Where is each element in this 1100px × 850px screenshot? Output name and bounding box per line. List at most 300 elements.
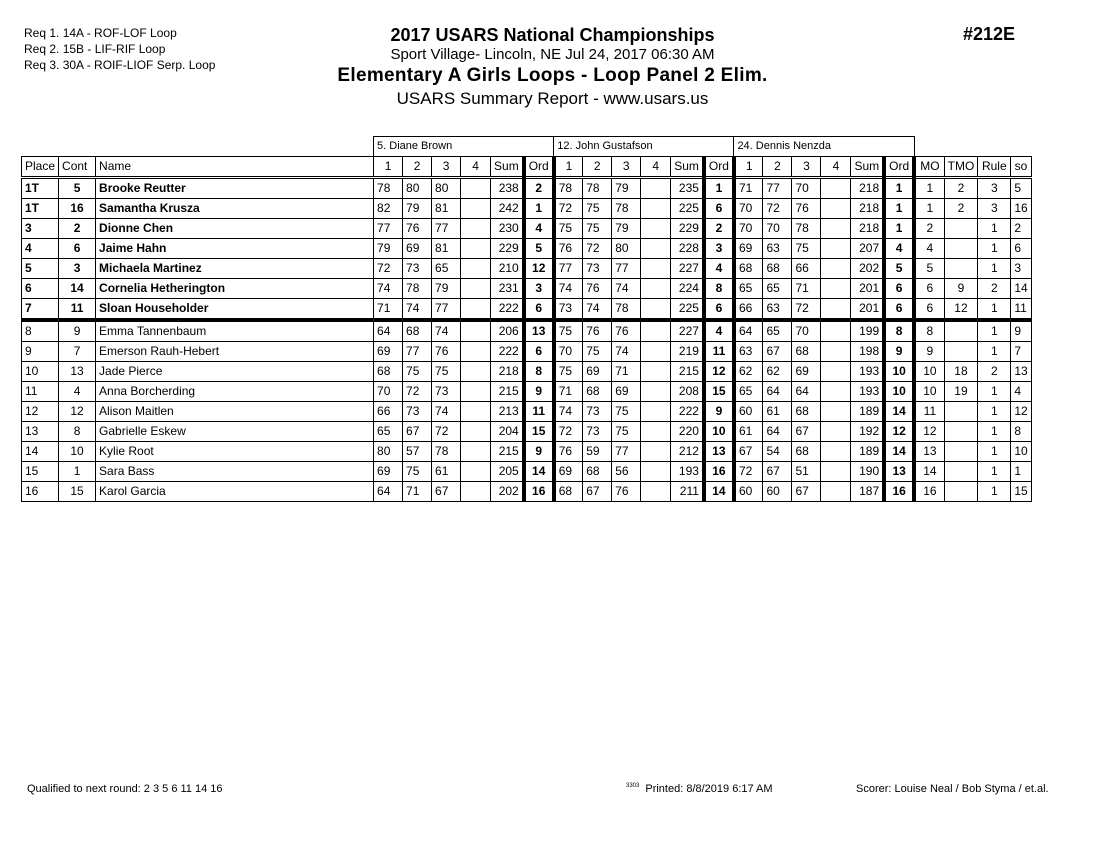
score-cell: 64 bbox=[763, 422, 792, 442]
score-cell: 73 bbox=[432, 382, 461, 402]
place-cell: 3 bbox=[22, 219, 59, 239]
rule-cell: 3 bbox=[978, 199, 1011, 219]
score-cell: 79 bbox=[403, 199, 432, 219]
ordinal-cell: 14 bbox=[884, 442, 914, 462]
ordinal-cell: 11 bbox=[704, 342, 734, 362]
col-judge-2-1: 1 bbox=[554, 157, 583, 178]
score-cell: 62 bbox=[763, 362, 792, 382]
score-cell bbox=[821, 422, 851, 442]
score-cell: 71 bbox=[403, 482, 432, 502]
score-cell: 54 bbox=[763, 442, 792, 462]
score-cell: 70 bbox=[554, 342, 583, 362]
skater-name: Alison Maitlen bbox=[96, 402, 374, 422]
score-cell: 71 bbox=[554, 382, 583, 402]
score-cell bbox=[821, 362, 851, 382]
score-cell bbox=[821, 402, 851, 422]
ordinal-cell: 2 bbox=[704, 219, 734, 239]
score-cell: 72 bbox=[432, 422, 461, 442]
sum-cell: 215 bbox=[671, 362, 704, 382]
ordinal-cell: 10 bbox=[884, 362, 914, 382]
score-cell: 67 bbox=[792, 422, 821, 442]
score-cell: 75 bbox=[583, 342, 612, 362]
score-cell: 67 bbox=[734, 442, 763, 462]
ordinal-cell: 15 bbox=[704, 382, 734, 402]
requirement-1: Req 1. 14A - ROF-LOF Loop bbox=[24, 26, 177, 40]
score-cell bbox=[461, 482, 491, 502]
place-cell: 9 bbox=[22, 342, 59, 362]
score-cell bbox=[641, 299, 671, 321]
tmo-cell bbox=[944, 402, 978, 422]
score-cell: 77 bbox=[612, 259, 641, 279]
sum-cell: 192 bbox=[851, 422, 884, 442]
score-cell: 68 bbox=[554, 482, 583, 502]
so-cell: 4 bbox=[1011, 382, 1031, 402]
score-cell bbox=[821, 239, 851, 259]
cont-cell: 12 bbox=[59, 402, 96, 422]
ordinal-cell: 15 bbox=[524, 422, 554, 442]
score-cell: 65 bbox=[763, 279, 792, 299]
score-cell bbox=[461, 219, 491, 239]
sum-cell: 224 bbox=[671, 279, 704, 299]
place-cell: 10 bbox=[22, 362, 59, 382]
score-cell bbox=[821, 199, 851, 219]
score-cell bbox=[461, 362, 491, 382]
score-cell: 70 bbox=[763, 219, 792, 239]
score-cell bbox=[821, 382, 851, 402]
score-cell bbox=[461, 199, 491, 219]
rule-cell: 1 bbox=[978, 299, 1011, 321]
mo-cell: 6 bbox=[914, 299, 944, 321]
score-cell: 73 bbox=[554, 299, 583, 321]
table-row bbox=[22, 299, 1032, 321]
score-cell: 59 bbox=[583, 442, 612, 462]
sum-cell: 222 bbox=[491, 342, 524, 362]
rule-cell: 3 bbox=[978, 178, 1011, 199]
sum-cell: 204 bbox=[491, 422, 524, 442]
score-cell bbox=[821, 299, 851, 321]
table-row bbox=[22, 199, 1032, 219]
venue-datetime: Sport Village- Lincoln, NE Jul 24, 2017 06:30 AM bbox=[390, 46, 715, 63]
so-cell: 1 bbox=[1011, 462, 1031, 482]
ordinal-cell: 9 bbox=[524, 442, 554, 462]
score-cell: 68 bbox=[792, 402, 821, 422]
score-cell bbox=[821, 279, 851, 299]
score-cell bbox=[821, 259, 851, 279]
score-cell bbox=[641, 482, 671, 502]
ordinal-cell: 9 bbox=[704, 402, 734, 422]
place-cell: 15 bbox=[22, 462, 59, 482]
ordinal-cell: 6 bbox=[704, 199, 734, 219]
ordinal-cell: 9 bbox=[524, 382, 554, 402]
score-cell: 67 bbox=[583, 482, 612, 502]
requirement-2: Req 2. 15B - LIF-RIF Loop bbox=[24, 42, 166, 56]
score-cell: 76 bbox=[583, 320, 612, 342]
tmo-cell bbox=[944, 219, 978, 239]
score-cell: 68 bbox=[403, 320, 432, 342]
so-cell: 9 bbox=[1011, 320, 1031, 342]
table-row bbox=[22, 482, 1032, 502]
skater-name: Emerson Rauh-Hebert bbox=[96, 342, 374, 362]
score-cell: 80 bbox=[432, 178, 461, 199]
sum-cell: 193 bbox=[851, 362, 884, 382]
score-cell bbox=[461, 402, 491, 422]
so-cell: 14 bbox=[1011, 279, 1031, 299]
table-row bbox=[22, 219, 1032, 239]
score-cell: 72 bbox=[554, 422, 583, 442]
score-cell: 78 bbox=[792, 219, 821, 239]
sum-cell: 212 bbox=[671, 442, 704, 462]
so-cell: 3 bbox=[1011, 259, 1031, 279]
score-cell: 51 bbox=[792, 462, 821, 482]
score-cell: 67 bbox=[763, 342, 792, 362]
col-judge-2-sum: Sum bbox=[671, 157, 704, 178]
score-cell: 75 bbox=[432, 362, 461, 382]
ordinal-cell: 8 bbox=[704, 279, 734, 299]
score-cell: 76 bbox=[612, 482, 641, 502]
score-cell: 64 bbox=[792, 382, 821, 402]
score-cell: 77 bbox=[612, 442, 641, 462]
col-so: so bbox=[1011, 157, 1031, 178]
score-cell: 72 bbox=[763, 199, 792, 219]
score-cell: 73 bbox=[403, 402, 432, 422]
score-cell: 70 bbox=[374, 382, 403, 402]
place-cell: 5 bbox=[22, 259, 59, 279]
score-cell: 74 bbox=[374, 279, 403, 299]
ordinal-cell: 1 bbox=[884, 219, 914, 239]
so-cell: 13 bbox=[1011, 362, 1031, 382]
cont-cell: 9 bbox=[59, 320, 96, 342]
col-judge-2-ord: Ord bbox=[704, 157, 734, 178]
score-cell: 72 bbox=[583, 239, 612, 259]
rule-cell: 2 bbox=[978, 279, 1011, 299]
table-row bbox=[22, 402, 1032, 422]
mo-cell: 1 bbox=[914, 199, 944, 219]
tmo-cell bbox=[944, 442, 978, 462]
sum-cell: 199 bbox=[851, 320, 884, 342]
sum-cell: 205 bbox=[491, 462, 524, 482]
score-cell: 79 bbox=[374, 239, 403, 259]
score-cell: 64 bbox=[374, 482, 403, 502]
ordinal-cell: 12 bbox=[884, 422, 914, 442]
score-cell: 65 bbox=[763, 320, 792, 342]
score-cell: 75 bbox=[792, 239, 821, 259]
tmo-cell bbox=[944, 482, 978, 502]
score-cell bbox=[821, 442, 851, 462]
cont-cell: 2 bbox=[59, 219, 96, 239]
score-cell: 78 bbox=[374, 178, 403, 199]
place-cell: 1T bbox=[22, 199, 59, 219]
score-cell: 71 bbox=[792, 279, 821, 299]
place-cell: 16 bbox=[22, 482, 59, 502]
so-cell: 7 bbox=[1011, 342, 1031, 362]
ordinal-cell: 10 bbox=[704, 422, 734, 442]
sum-cell: 227 bbox=[671, 259, 704, 279]
rule-cell: 1 bbox=[978, 462, 1011, 482]
score-cell: 79 bbox=[612, 219, 641, 239]
score-cell: 78 bbox=[554, 178, 583, 199]
col-judge-3-ord: Ord bbox=[884, 157, 914, 178]
ordinal-cell: 6 bbox=[884, 299, 914, 321]
score-cell: 76 bbox=[432, 342, 461, 362]
score-cell: 61 bbox=[432, 462, 461, 482]
event-number: #212E bbox=[963, 24, 1016, 44]
score-cell bbox=[641, 462, 671, 482]
sum-cell: 229 bbox=[491, 239, 524, 259]
score-cell bbox=[461, 320, 491, 342]
ordinal-cell: 13 bbox=[704, 442, 734, 462]
col-cont: Cont bbox=[59, 157, 96, 178]
table-row bbox=[22, 279, 1032, 299]
cont-cell: 14 bbox=[59, 279, 96, 299]
place-cell: 4 bbox=[22, 239, 59, 259]
place-cell: 6 bbox=[22, 279, 59, 299]
score-cell bbox=[641, 342, 671, 362]
event-title: Elementary A Girls Loops - Loop Panel 2 Elim. bbox=[337, 65, 768, 86]
score-cell: 75 bbox=[583, 199, 612, 219]
score-cell bbox=[461, 279, 491, 299]
tmo-cell: 2 bbox=[944, 199, 978, 219]
ordinal-cell: 4 bbox=[884, 239, 914, 259]
score-cell bbox=[461, 462, 491, 482]
place-cell: 11 bbox=[22, 382, 59, 402]
ordinal-cell: 16 bbox=[704, 462, 734, 482]
col-judge-3-sum: Sum bbox=[851, 157, 884, 178]
score-cell: 81 bbox=[432, 199, 461, 219]
score-cell bbox=[641, 279, 671, 299]
score-cell: 78 bbox=[403, 279, 432, 299]
score-cell: 60 bbox=[734, 482, 763, 502]
score-cell: 70 bbox=[734, 219, 763, 239]
sum-cell: 222 bbox=[671, 402, 704, 422]
score-cell: 70 bbox=[792, 178, 821, 199]
rule-cell: 1 bbox=[978, 482, 1011, 502]
mo-cell: 2 bbox=[914, 219, 944, 239]
ordinal-cell: 1 bbox=[884, 199, 914, 219]
score-cell bbox=[641, 178, 671, 199]
score-cell: 73 bbox=[403, 259, 432, 279]
sum-cell: 242 bbox=[491, 199, 524, 219]
score-cell bbox=[641, 239, 671, 259]
sum-cell: 227 bbox=[671, 320, 704, 342]
score-cell: 77 bbox=[432, 219, 461, 239]
sum-cell: 229 bbox=[671, 219, 704, 239]
col-place: Place bbox=[22, 157, 59, 178]
score-cell: 73 bbox=[583, 259, 612, 279]
skater-name: Gabrielle Eskew bbox=[96, 422, 374, 442]
cont-cell: 8 bbox=[59, 422, 96, 442]
tmo-cell bbox=[944, 259, 978, 279]
ordinal-cell: 14 bbox=[704, 482, 734, 502]
skater-name: Kylie Root bbox=[96, 442, 374, 462]
score-cell: 67 bbox=[763, 462, 792, 482]
sum-cell: 231 bbox=[491, 279, 524, 299]
score-cell: 67 bbox=[792, 482, 821, 502]
score-cell: 71 bbox=[374, 299, 403, 321]
report-code: 3303 bbox=[626, 783, 640, 789]
score-cell: 68 bbox=[583, 382, 612, 402]
sum-cell: 218 bbox=[851, 199, 884, 219]
score-cell: 76 bbox=[583, 279, 612, 299]
score-cell: 68 bbox=[792, 342, 821, 362]
sum-cell: 235 bbox=[671, 178, 704, 199]
ordinal-cell: 12 bbox=[704, 362, 734, 382]
score-cell: 75 bbox=[583, 219, 612, 239]
score-cell: 57 bbox=[403, 442, 432, 462]
table-row bbox=[22, 462, 1032, 482]
score-cell: 71 bbox=[612, 362, 641, 382]
score-cell: 69 bbox=[612, 382, 641, 402]
table-row bbox=[22, 422, 1032, 442]
ordinal-cell: 3 bbox=[524, 279, 554, 299]
ordinal-cell: 12 bbox=[524, 259, 554, 279]
col-rule: Rule bbox=[978, 157, 1011, 178]
col-judge-3-1: 1 bbox=[734, 157, 763, 178]
score-cell: 75 bbox=[612, 402, 641, 422]
mo-cell: 10 bbox=[914, 382, 944, 402]
score-cell: 69 bbox=[792, 362, 821, 382]
skater-name: Sloan Householder bbox=[96, 299, 374, 321]
score-cell: 75 bbox=[403, 462, 432, 482]
score-cell: 63 bbox=[763, 239, 792, 259]
score-cell: 74 bbox=[432, 320, 461, 342]
ordinal-cell: 4 bbox=[704, 259, 734, 279]
sum-cell: 187 bbox=[851, 482, 884, 502]
sum-cell: 219 bbox=[671, 342, 704, 362]
sum-cell: 230 bbox=[491, 219, 524, 239]
cont-cell: 5 bbox=[59, 178, 96, 199]
score-cell: 69 bbox=[734, 239, 763, 259]
tmo-cell bbox=[944, 462, 978, 482]
score-cell: 74 bbox=[432, 402, 461, 422]
judge-3-name: 24. Dennis Nenzda bbox=[734, 137, 914, 157]
tmo-cell bbox=[944, 239, 978, 259]
score-cell: 64 bbox=[734, 320, 763, 342]
sum-cell: 206 bbox=[491, 320, 524, 342]
column-header-row bbox=[22, 157, 1032, 178]
score-cell: 64 bbox=[763, 382, 792, 402]
ordinal-cell: 11 bbox=[524, 402, 554, 422]
score-cell bbox=[641, 199, 671, 219]
score-cell bbox=[821, 178, 851, 199]
sum-cell: 210 bbox=[491, 259, 524, 279]
printed-timestamp: Printed: 8/8/2019 6:17 AM bbox=[645, 783, 773, 795]
ordinal-cell: 6 bbox=[524, 342, 554, 362]
score-cell: 66 bbox=[374, 402, 403, 422]
sum-cell: 222 bbox=[491, 299, 524, 321]
cont-cell: 6 bbox=[59, 239, 96, 259]
score-cell: 74 bbox=[583, 299, 612, 321]
ordinal-cell: 10 bbox=[884, 382, 914, 402]
score-cell: 79 bbox=[432, 279, 461, 299]
score-cell: 65 bbox=[734, 382, 763, 402]
score-cell: 68 bbox=[583, 462, 612, 482]
score-cell bbox=[821, 342, 851, 362]
so-cell: 2 bbox=[1011, 219, 1031, 239]
score-cell: 75 bbox=[554, 362, 583, 382]
sum-cell: 215 bbox=[491, 382, 524, 402]
score-cell: 63 bbox=[763, 299, 792, 321]
sum-cell: 218 bbox=[851, 219, 884, 239]
score-cell bbox=[461, 422, 491, 442]
col-name: Name bbox=[96, 157, 374, 178]
score-cell bbox=[461, 239, 491, 259]
score-cell: 72 bbox=[734, 462, 763, 482]
score-cell: 65 bbox=[432, 259, 461, 279]
championship-title: 2017 USARS National Championships bbox=[390, 25, 715, 45]
mo-cell: 11 bbox=[914, 402, 944, 422]
score-cell bbox=[461, 299, 491, 321]
cont-cell: 3 bbox=[59, 259, 96, 279]
score-cell: 60 bbox=[763, 482, 792, 502]
sum-cell: 202 bbox=[851, 259, 884, 279]
score-cell: 77 bbox=[374, 219, 403, 239]
score-cell bbox=[641, 259, 671, 279]
col-judge-2-2: 2 bbox=[583, 157, 612, 178]
rule-cell: 1 bbox=[978, 219, 1011, 239]
ordinal-cell: 8 bbox=[884, 320, 914, 342]
score-cell: 66 bbox=[792, 259, 821, 279]
sum-cell: 225 bbox=[671, 299, 704, 321]
requirement-3: Req 3. 30A - ROIF-LIOF Serp. Loop bbox=[24, 58, 216, 72]
score-cell: 67 bbox=[403, 422, 432, 442]
ordinal-cell: 16 bbox=[884, 482, 914, 502]
ordinal-cell: 6 bbox=[884, 279, 914, 299]
ordinal-cell: 14 bbox=[524, 462, 554, 482]
score-cell: 80 bbox=[374, 442, 403, 462]
score-cell: 69 bbox=[583, 362, 612, 382]
ordinal-cell: 6 bbox=[704, 299, 734, 321]
col-tmo: TMO bbox=[944, 157, 978, 178]
score-cell: 81 bbox=[432, 239, 461, 259]
col-judge-1-1: 1 bbox=[374, 157, 403, 178]
cont-cell: 4 bbox=[59, 382, 96, 402]
ordinal-cell: 16 bbox=[524, 482, 554, 502]
sum-cell: 189 bbox=[851, 402, 884, 422]
place-cell: 1T bbox=[22, 178, 59, 199]
requirements-list bbox=[24, 25, 215, 73]
mo-cell: 8 bbox=[914, 320, 944, 342]
score-cell: 80 bbox=[612, 239, 641, 259]
mo-cell: 12 bbox=[914, 422, 944, 442]
cont-cell: 15 bbox=[59, 482, 96, 502]
skater-name: Emma Tannenbaum bbox=[96, 320, 374, 342]
score-cell: 78 bbox=[432, 442, 461, 462]
qualified-list: Qualified to next round: 2 3 5 6 11 14 16 bbox=[27, 783, 223, 795]
score-cell: 64 bbox=[374, 320, 403, 342]
rule-cell: 1 bbox=[978, 422, 1011, 442]
table-row bbox=[22, 442, 1032, 462]
score-cell: 80 bbox=[403, 178, 432, 199]
ordinal-cell: 8 bbox=[524, 362, 554, 382]
score-cell: 56 bbox=[612, 462, 641, 482]
so-cell: 6 bbox=[1011, 239, 1031, 259]
score-cell: 72 bbox=[554, 199, 583, 219]
table-row bbox=[22, 178, 1032, 199]
score-cell: 75 bbox=[554, 219, 583, 239]
score-cell: 68 bbox=[792, 442, 821, 462]
sum-cell: 215 bbox=[491, 442, 524, 462]
mo-cell: 14 bbox=[914, 462, 944, 482]
sum-cell: 190 bbox=[851, 462, 884, 482]
tmo-cell: 18 bbox=[944, 362, 978, 382]
ordinal-cell: 1 bbox=[884, 178, 914, 199]
judge-1-name: 5. Diane Brown bbox=[374, 137, 554, 157]
mo-cell: 9 bbox=[914, 342, 944, 362]
score-cell: 74 bbox=[612, 342, 641, 362]
sum-cell: 220 bbox=[671, 422, 704, 442]
skater-name: Anna Borcherding bbox=[96, 382, 374, 402]
table-row bbox=[22, 239, 1032, 259]
